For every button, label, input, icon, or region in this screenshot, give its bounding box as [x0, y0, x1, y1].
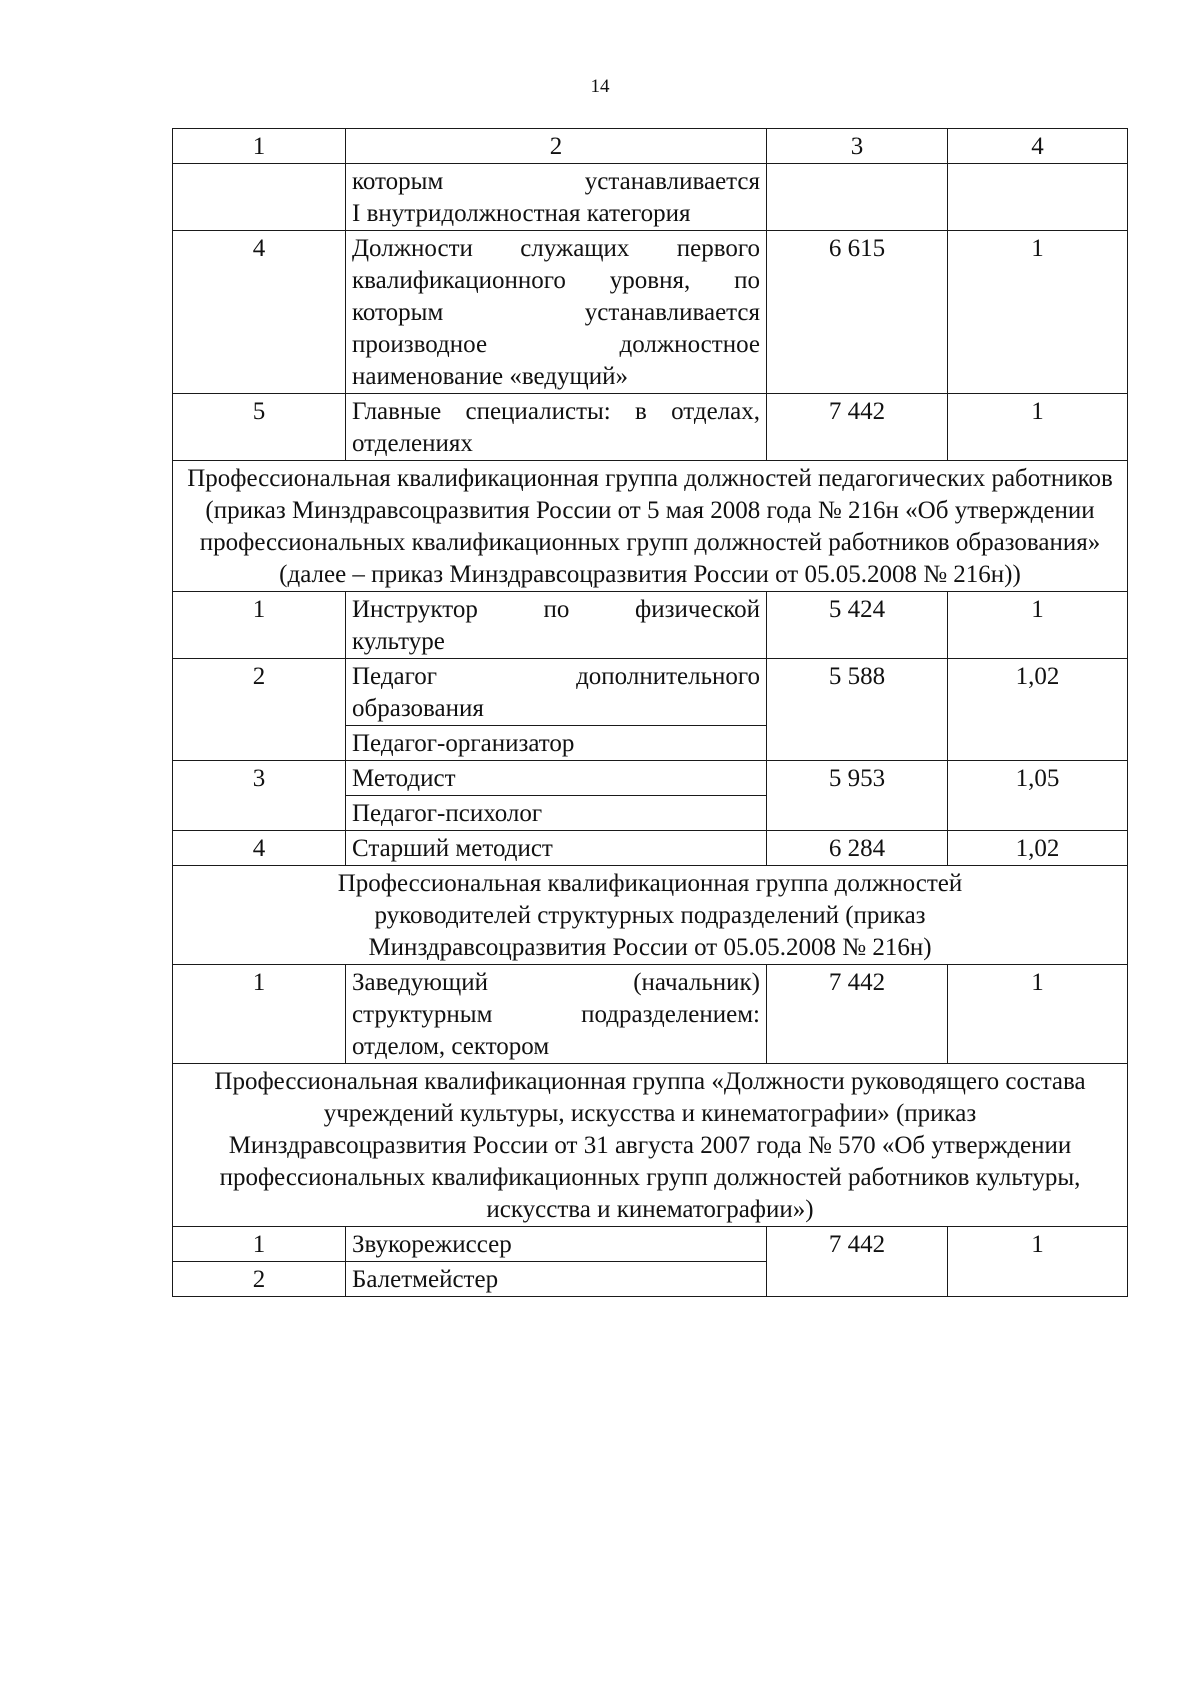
- position-name-text: Инструктор по физической: [352, 596, 760, 623]
- salary-value: 5 588: [767, 659, 948, 761]
- salary-value: 7 442: [767, 1227, 948, 1297]
- position-name-text: отделом, сектором: [352, 1033, 550, 1060]
- position-name: [346, 965, 767, 1064]
- row-number: 1: [173, 965, 346, 1064]
- row-number: 4: [173, 231, 346, 394]
- salary-value: 7 442: [767, 394, 948, 461]
- position-name: Методист: [346, 761, 767, 796]
- column-header: 1: [173, 129, 346, 164]
- position-name-text: наименование «ведущий»: [352, 363, 628, 390]
- table-row: [173, 831, 1128, 866]
- page-number: 14: [590, 76, 610, 97]
- salary-value: 6 284: [767, 831, 948, 866]
- table-header-row: [173, 129, 1128, 164]
- position-name: [346, 592, 767, 659]
- coefficient-value: 1,02: [948, 831, 1128, 866]
- table-row: [173, 231, 1128, 394]
- position-name: [346, 231, 767, 394]
- row-number: 2: [173, 659, 346, 761]
- position-name-text: Заведующий (начальник) структурным подразделением:: [352, 969, 760, 1028]
- column-header: 3: [767, 129, 948, 164]
- position-name: Звукорежиссер: [346, 1227, 767, 1262]
- group-title: Профессиональная квалификационная группа должностей руководителей структурных подразделений (приказ Минздравсоцразвития России от 05.05.2008 № 216н): [173, 866, 1128, 965]
- row-number: 4: [173, 831, 346, 866]
- column-header: 4: [948, 129, 1128, 164]
- coefficient-value: 1: [948, 394, 1128, 461]
- position-name: Старший методист: [346, 831, 767, 866]
- coefficient-value: 1: [948, 965, 1128, 1064]
- salary-table: [172, 128, 1128, 1297]
- table-row: [173, 164, 1128, 231]
- salary-value: 7 442: [767, 965, 948, 1064]
- row-number: 1: [173, 1227, 346, 1262]
- table-row: [173, 659, 1128, 726]
- table-row: [173, 592, 1128, 659]
- table-row: [173, 761, 1128, 796]
- coefficient-value: 1: [948, 592, 1128, 659]
- position-name: Балетмейстер: [346, 1262, 767, 1297]
- table-row: [173, 394, 1128, 461]
- row-number: 3: [173, 761, 346, 831]
- coefficient-value: 1: [948, 1227, 1128, 1297]
- salary-value: 5 424: [767, 592, 948, 659]
- group-header-row: [173, 461, 1128, 592]
- position-name-text: Должности служащих первого квалификационного уровня, по которым устанавливается производное должностное: [352, 235, 760, 358]
- coefficient-value: 1,05: [948, 761, 1128, 831]
- coefficient-value: 1: [948, 231, 1128, 394]
- position-name-text: Педагог дополнительного: [352, 663, 760, 690]
- group-title: Профессиональная квалификационная группа «Должности руководящего состава учреждений культуры, искусства и кинематографии» (приказ Минздравсоцразвития России от 31 августа 2007 года № 570 «Об утверждении профессиональных квалификационных групп должностей работников культуры, искусства и кинематографии»): [173, 1064, 1128, 1227]
- position-name: Педагог-организатор: [346, 726, 767, 761]
- salary-value: 6 615: [767, 231, 948, 394]
- position-name-text: образования: [352, 695, 484, 722]
- position-name-text: культуре: [352, 628, 445, 655]
- coefficient-value: 1,02: [948, 659, 1128, 761]
- position-name: [346, 394, 767, 461]
- row-number: 2: [173, 1262, 346, 1297]
- column-header: 2: [346, 129, 767, 164]
- row-number: 1: [173, 592, 346, 659]
- group-header-row: [173, 1064, 1128, 1227]
- position-name-text: отделениях: [352, 430, 473, 457]
- position-name-text: Главные специалисты: в отделах,: [352, 398, 760, 425]
- position-name: [346, 659, 767, 726]
- position-name-line: I внутридолжностная категория: [352, 200, 691, 227]
- position-name: Педагог-психолог: [346, 796, 767, 831]
- row-number: 5: [173, 394, 346, 461]
- group-header-row: [173, 866, 1128, 965]
- position-name-line: которым устанавливается: [352, 168, 760, 195]
- table-row: [173, 1227, 1128, 1262]
- salary-value: 5 953: [767, 761, 948, 831]
- position-name: [346, 164, 767, 231]
- group-title: Профессиональная квалификационная группа должностей педагогических работников (приказ Минздравсоцразвития России от 5 мая 2008 года № 216н «Об утверждении профессиональных квалификационных групп должностей работников образования» (далее – приказ Минздравсоцразвития России от 05.05.2008 № 216н)): [173, 461, 1128, 592]
- table-row: [173, 965, 1128, 1064]
